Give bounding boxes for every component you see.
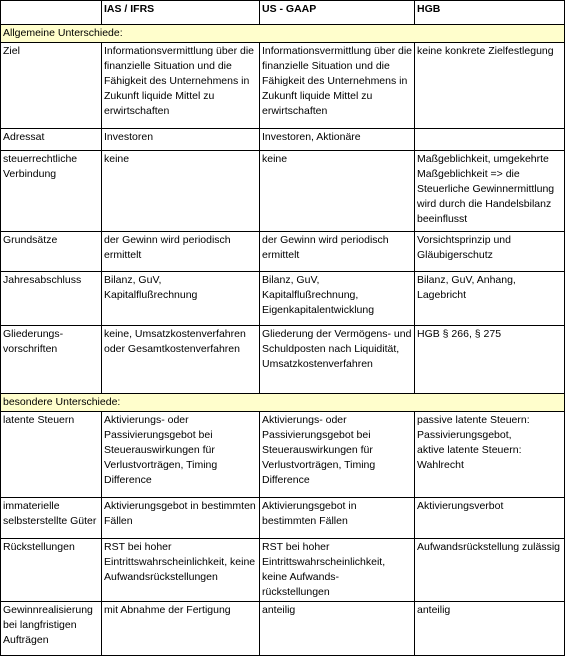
cell-hgb: [415, 129, 565, 151]
cell-hgb: anteilig: [415, 602, 565, 656]
table-row: [1, 232, 565, 272]
table-row: [1, 129, 565, 151]
cell-hgb: Aufwandsrückstellung zulässig: [415, 539, 565, 602]
cell-us-gaap: Investoren, Aktionäre: [260, 129, 415, 151]
cell-us-gaap: Gliederung der Vermögens- und Schuldposten nach Liquidität, Umsatzkostenverfahren: [260, 326, 415, 394]
cell-ias-ifrs: RST bei hoher Eintrittswahrscheinlichkeit, keine Aufwandsrückstellungen: [102, 539, 260, 602]
cell-hgb: passive latente Steuern: Passivierungsgebot, aktive latente Steuern: Wahlrecht: [415, 412, 565, 498]
row-label: Gliederungs- vorschriften: [1, 326, 102, 394]
cell-ias-ifrs: Informationsvermittlung über die finanzielle Situation und die Fähigkeit des Unternehmens in Zukunft liquide Mittel zu erwirtschaften: [102, 43, 260, 129]
cell-us-gaap: Aktivierungsgebot in bestimmten Fällen: [260, 498, 415, 539]
cell-ias-ifrs: der Gewinn wird periodisch ermittelt: [102, 232, 260, 272]
cell-us-gaap: Informationsvermittlung über die finanzielle Situation und die Fähigkeit des Unternehmens in Zukunft liquide Mittel zu erwirtschaften: [260, 43, 415, 129]
cell-us-gaap: der Gewinn wird periodisch ermittelt: [260, 232, 415, 272]
table-row: [1, 602, 565, 656]
cell-hgb: Bilanz, GuV, Anhang, Lagebricht: [415, 272, 565, 326]
table-row: [1, 272, 565, 326]
cell-hgb: Maßgeblichkeit, umgekehrte Maßgeblichkeit => die Steuerliche Gewinnermittlung wird durch die Handelsbilanz beeinflusst: [415, 151, 565, 232]
cell-us-gaap: RST bei hoher Eintrittswahrscheinlichkeit, keine Aufwands- rückstellungen: [260, 539, 415, 602]
cell-hgb: HGB § 266, § 275: [415, 326, 565, 394]
cell-us-gaap: Aktivierungs- oder Passivierungsgebot bei Steuerauswirkungen für Verlustvorträgen, Timing Difference: [260, 412, 415, 498]
section-row: [1, 25, 565, 43]
table-row: [1, 539, 565, 602]
row-label: Adressat: [1, 129, 102, 151]
cell-ias-ifrs: keine: [102, 151, 260, 232]
row-label: Jahresabschluss: [1, 272, 102, 326]
cell-hgb: Vorsichtsprinzip und Gläubigerschutz: [415, 232, 565, 272]
row-label: Rückstellungen: [1, 539, 102, 602]
cell-us-gaap: anteilig: [260, 602, 415, 656]
cell-ias-ifrs: mit Abnahme der Fertigung: [102, 602, 260, 656]
cell-ias-ifrs: Aktivierungs- oder Passivierungsgebot bei Steuerauswirkungen für Verlustvorträgen, Timing Difference: [102, 412, 260, 498]
table-row: [1, 498, 565, 539]
cell-ias-ifrs: Investoren: [102, 129, 260, 151]
section-row: [1, 394, 565, 412]
cell-ias-ifrs: Bilanz, GuV, Kapitalflußrechnung: [102, 272, 260, 326]
table-row: [1, 412, 565, 498]
row-label: immaterielle selbsterstellte Güter: [1, 498, 102, 539]
row-label: Gewinnrealisierung bei langfristigen Aufträgen: [1, 602, 102, 656]
header-us-gaap: US - GAAP: [260, 1, 415, 25]
cell-hgb: keine konkrete Zielfestlegung: [415, 43, 565, 129]
table-row: [1, 151, 565, 232]
section-title: besondere Unterschiede:: [1, 394, 565, 412]
cell-us-gaap: Bilanz, GuV, Kapitalflußrechnung, Eigenkapitalentwicklung: [260, 272, 415, 326]
cell-hgb: Aktivierungsverbot: [415, 498, 565, 539]
section-title: Allgemeine Unterschiede:: [1, 25, 565, 43]
row-label: Ziel: [1, 43, 102, 129]
cell-ias-ifrs: keine, Umsatzkostenverfahren oder Gesamtkostenverfahren: [102, 326, 260, 394]
header-row: [1, 1, 565, 25]
header-ias-ifrs: IAS / IFRS: [102, 1, 260, 25]
row-label: latente Steuern: [1, 412, 102, 498]
header-blank: [1, 1, 102, 25]
cell-ias-ifrs: Aktivierungsgebot in bestimmten Fällen: [102, 498, 260, 539]
row-label: Grundsätze: [1, 232, 102, 272]
cell-us-gaap: keine: [260, 151, 415, 232]
row-label: steuerrechtliche Verbindung: [1, 151, 102, 232]
header-hgb: HGB: [415, 1, 565, 25]
table-row: [1, 326, 565, 394]
table-row: [1, 43, 565, 129]
